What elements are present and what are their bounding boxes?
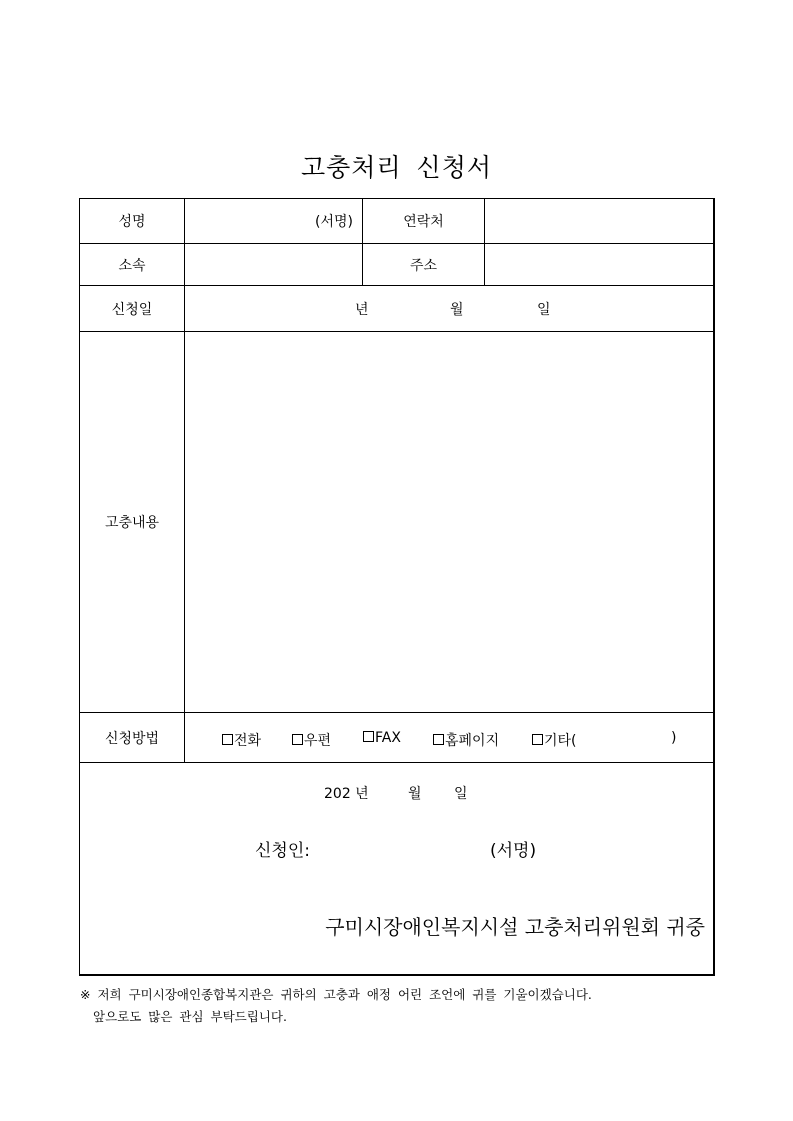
application-date-label: 신청일 xyxy=(111,301,153,318)
checkbox-icon xyxy=(363,731,374,742)
application-date-field[interactable] xyxy=(185,286,714,331)
method-option-other[interactable]: 기타( xyxy=(532,730,577,750)
applicant-sign-label: (서명) xyxy=(490,841,537,861)
notice-line-1: ※ 저희 구미시장애인종합복지관은 귀하의 고충과 애정 어린 조언에 귀를 기울이겠습니다. xyxy=(80,987,592,1002)
name-field[interactable] xyxy=(185,199,362,243)
checkbox-icon xyxy=(292,734,303,745)
affiliation-field[interactable] xyxy=(185,244,362,285)
applicant-label: 신청인: xyxy=(255,841,310,861)
method-option-fax[interactable]: FAX xyxy=(363,730,401,746)
address-label: 주소 xyxy=(409,257,438,274)
method-other-close-paren: ) xyxy=(671,730,677,746)
checkbox-icon xyxy=(222,734,233,745)
method-option-homepage[interactable]: 홈페이지 xyxy=(433,730,499,750)
application-method-label: 신청방법 xyxy=(104,730,160,747)
affiliation-label: 소속 xyxy=(118,257,146,274)
page-title: 고충처리 신청서 xyxy=(301,153,492,182)
footer-date-year: 202 년 xyxy=(324,786,369,802)
notice-line-2: 앞으로도 많은 관심 부탁드립니다. xyxy=(93,1009,287,1024)
application-form xyxy=(79,198,715,976)
address-field[interactable] xyxy=(485,244,714,285)
grievance-content-field[interactable] xyxy=(185,332,714,712)
date-month-unit: 월 xyxy=(450,301,464,318)
method-option-phone[interactable]: 전화 xyxy=(222,730,261,750)
name-label: 성명 xyxy=(118,214,146,230)
date-year-unit: 년 xyxy=(355,301,369,318)
date-day-unit: 일 xyxy=(537,301,551,318)
footer-date-month: 월 xyxy=(408,786,422,802)
checkbox-icon xyxy=(532,734,543,745)
grievance-content-label: 고충내용 xyxy=(104,515,160,531)
contact-label: 연락처 xyxy=(403,214,444,230)
contact-field[interactable] xyxy=(485,199,714,243)
recipient-line: 구미시장애인복지시설 고충처리위원회 귀중 xyxy=(325,915,705,939)
footer-date-day: 일 xyxy=(454,786,468,802)
method-option-mail[interactable]: 우편 xyxy=(292,730,331,750)
checkbox-icon xyxy=(433,734,444,745)
row-divider xyxy=(80,762,713,763)
name-sign-label: (서명) xyxy=(315,214,353,230)
